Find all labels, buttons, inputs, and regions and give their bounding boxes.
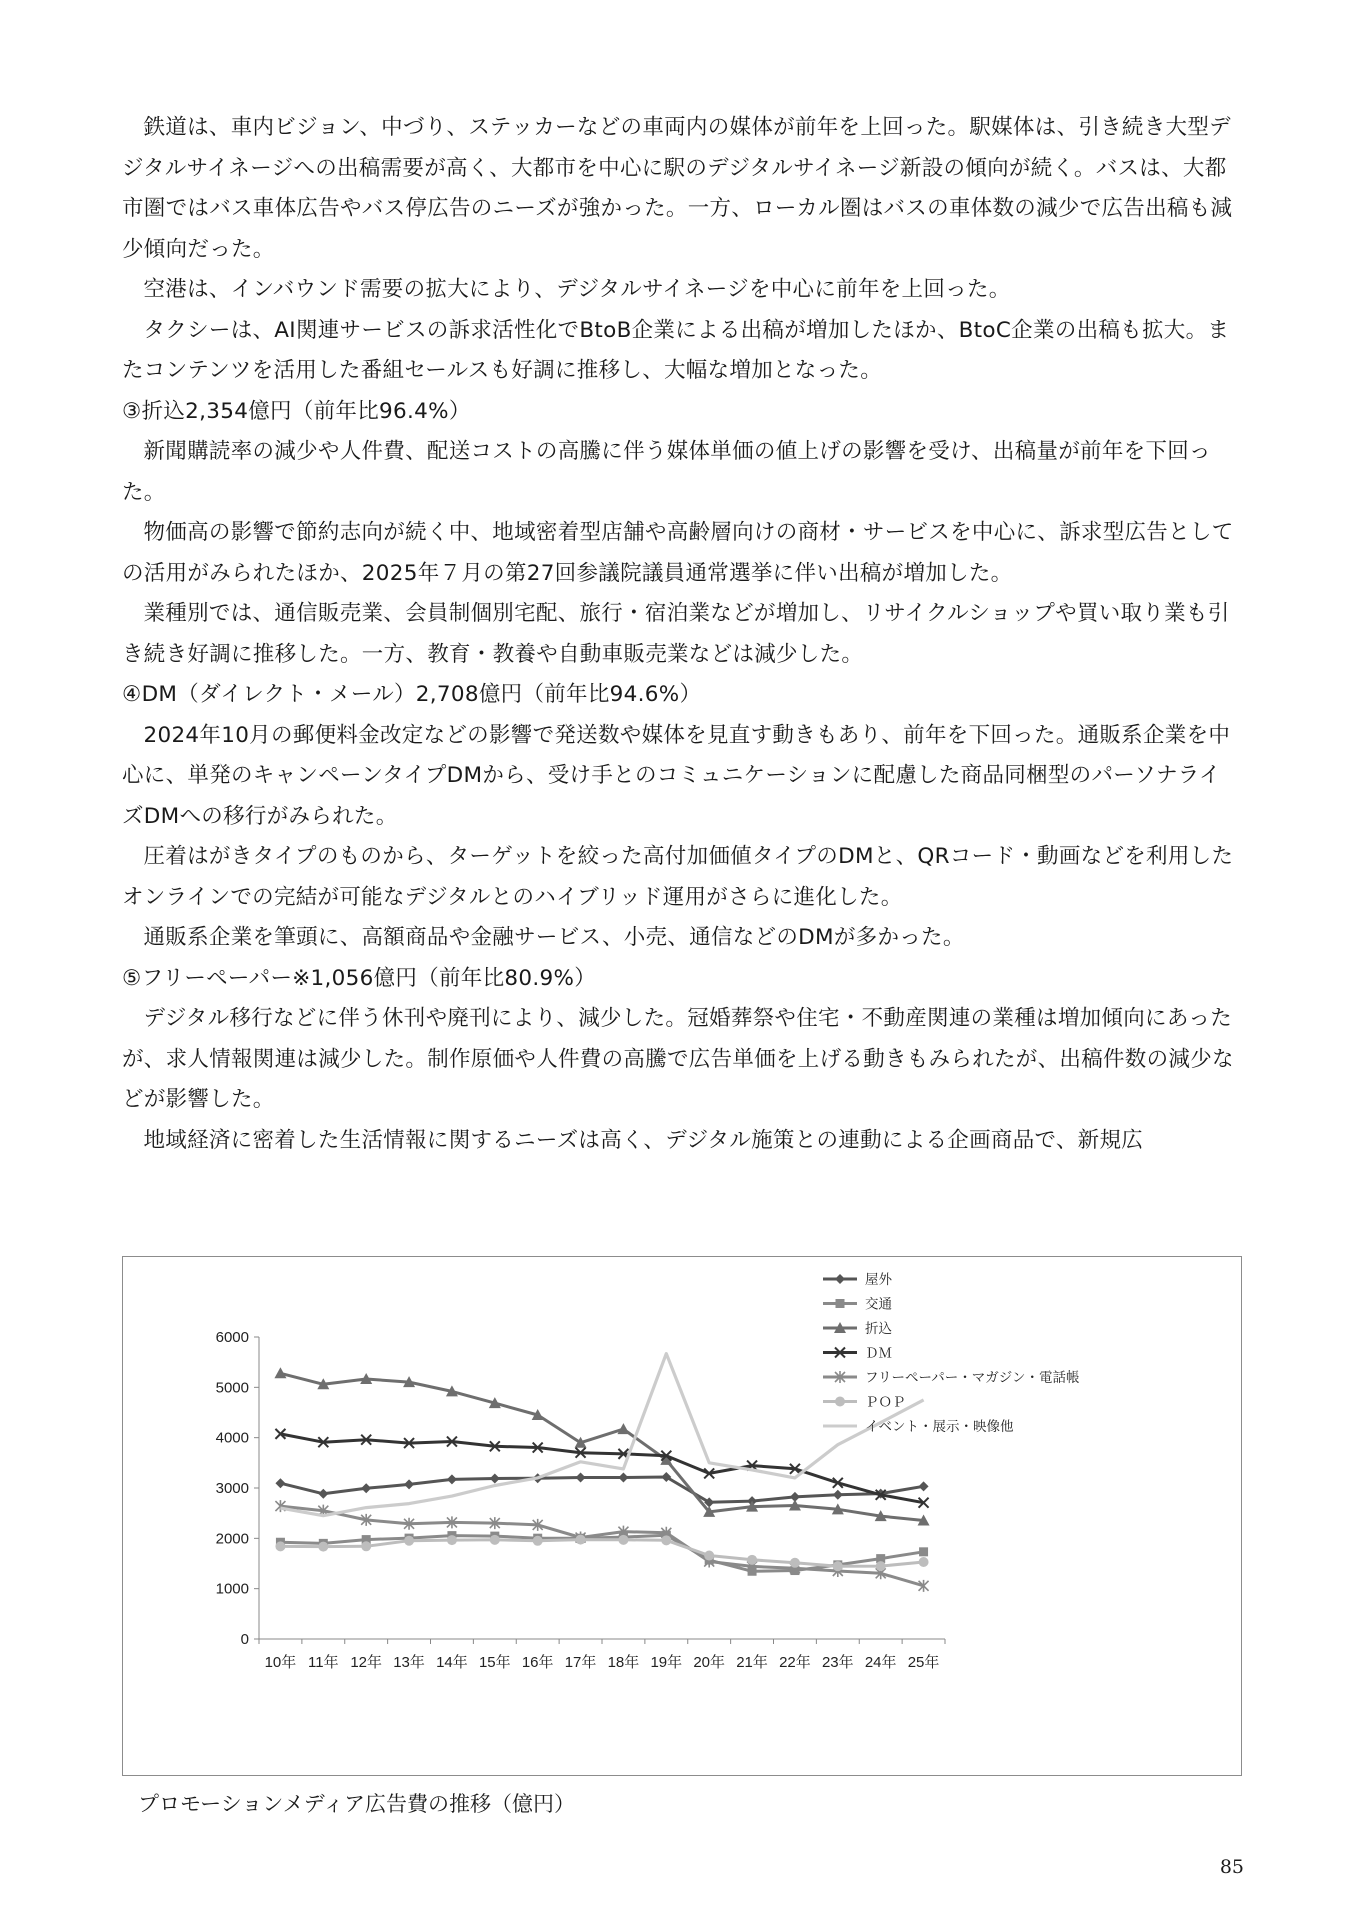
- data-point: [318, 1542, 328, 1552]
- x-tick-label: 23年: [821, 1654, 854, 1671]
- data-point: [576, 1535, 586, 1545]
- y-tick-label: 2000: [215, 1530, 249, 1548]
- data-point: [618, 1473, 628, 1483]
- x-tick-label: 24年: [864, 1654, 897, 1671]
- data-point: [661, 1535, 671, 1545]
- legend-marker: [836, 1299, 845, 1308]
- data-point: [919, 1547, 928, 1556]
- x-tick-label: 25年: [907, 1654, 940, 1671]
- y-tick-label: 5000: [215, 1379, 249, 1397]
- x-tick-label: 13年: [393, 1654, 425, 1671]
- series-line: [280, 1373, 923, 1520]
- x-tick-label: 10年: [264, 1654, 297, 1671]
- series-line: [280, 1540, 923, 1567]
- legend-marker: [835, 1397, 845, 1407]
- section-heading: ⑤フリーペーパー※1,056億円（前年比80.9%）: [122, 965, 597, 991]
- data-point: [318, 1489, 328, 1499]
- data-point: [404, 1479, 414, 1489]
- section-heading: ③折込2,354億円（前年比96.4%）: [122, 398, 471, 424]
- data-point: [617, 1423, 629, 1434]
- y-tick-label: 0: [240, 1631, 249, 1648]
- legend-label: ＤＭ: [865, 1345, 892, 1362]
- y-tick-label: 4000: [215, 1429, 249, 1447]
- line-chart: [122, 1256, 1242, 1776]
- chart-caption: プロモーションメディア広告費の推移（億円）: [138, 1792, 576, 1816]
- x-tick-label: 19年: [650, 1654, 683, 1671]
- body-paragraph: 鉄道は、車内ビジョン、中づり、ステッカーなどの車両内の媒体が前年を上回った。駅媒体は、引き続き大型デジタルサイネージへの出稿需要が高く、大都市を中心に駅のデジタルサイネージ新設の傾向が続く。バスは、大都市圏ではバス車体広告やバス停広告のニーズが強かった。一方、ローカル圏はバスの車体数の減少で広告出稿も減少傾向だった。: [122, 115, 1233, 262]
- data-point: [275, 1478, 285, 1488]
- x-tick-label: 22年: [779, 1654, 811, 1671]
- data-point: [833, 1561, 843, 1571]
- data-point: [747, 1555, 757, 1565]
- body-paragraph: 業種別では、通信販売業、会員制個別宅配、旅行・宿泊業などが増加し、リサイクルショップや買い取り業も引き続き好調に推移した。一方、教育・教養や自動車販売業などは減少した。: [122, 601, 1230, 667]
- data-point: [447, 1535, 457, 1545]
- x-tick-label: 21年: [736, 1654, 768, 1671]
- data-point: [790, 1558, 800, 1568]
- body-paragraph: 新聞購読率の減少や人件費、配送コストの高騰に伴う媒体単価の値上げの影響を受け、出稿量が前年を下回った。: [122, 439, 1211, 505]
- x-tick-label: 20年: [693, 1654, 726, 1671]
- body-paragraph: 地域経済に密着した生活情報に関するニーズは高く、デジタル施策との連動による企画商品で、新規広: [143, 1127, 1144, 1153]
- body-paragraph: 空港は、インバウンド需要の拡大により、デジタルサイネージを中心に前年を上回った。: [143, 277, 1011, 302]
- x-tick-label: 18年: [607, 1654, 640, 1671]
- x-tick-label: 14年: [436, 1654, 468, 1671]
- x-tick-label: 11年: [308, 1654, 339, 1671]
- data-point: [274, 1367, 286, 1378]
- data-point: [447, 1474, 457, 1484]
- data-point: [919, 1557, 929, 1567]
- section-heading: ④DM（ダイレクト・メール）2,708億円（前年比94.6%）: [122, 682, 702, 707]
- data-point: [404, 1536, 414, 1546]
- x-tick-label: 12年: [350, 1654, 383, 1671]
- body-paragraph: 通販系企業を筆頭に、高額商品や金融サービス、小売、通信などのDMが多かった。: [143, 925, 965, 950]
- body-paragraph: タクシーは、AI関連サービスの訴求活性化でBtoB企業による出稿が増加したほか、BtoC企業の出稿も拡大。またコンテンツを活用した番組セールスも好調に推移し、大幅な増加となった。: [122, 317, 1230, 383]
- data-point: [919, 1481, 929, 1491]
- data-point: [490, 1474, 500, 1484]
- data-point: [618, 1535, 628, 1545]
- legend-label: イベント・展示・映像他: [865, 1419, 1014, 1435]
- legend-marker: [835, 1274, 845, 1284]
- data-point: [490, 1535, 500, 1545]
- legend-label: 屋外: [865, 1272, 892, 1288]
- data-point: [876, 1561, 886, 1571]
- body-paragraph: 2024年10月の郵便料金改定などの影響で発送数や媒体を見直す動きもあり、前年を下回った。通販系企業を中心に、単発のキャンペーンタイプDMから、受け手とのコミュニケーションに配慮した商品同梱型のパーソナライズDMへの移行がみられた。: [122, 722, 1231, 829]
- page-number: 85: [1219, 1856, 1244, 1878]
- y-tick-label: 3000: [215, 1480, 249, 1497]
- legend-label: ＰＯＰ: [865, 1394, 906, 1411]
- data-point: [576, 1473, 586, 1483]
- series-line: [280, 1434, 923, 1503]
- body-paragraph: 圧着はがきタイプのものから、ターゲットを絞った高付加価値タイプのDMと、QRコード・動画などを利用したオンラインでの完結が可能なデジタルとのハイブリッド運用がさらに進化した。: [122, 844, 1234, 910]
- legend-label: 交通: [865, 1296, 892, 1313]
- data-point: [361, 1541, 371, 1551]
- chart-svg: [123, 1257, 1241, 1775]
- data-point: [704, 1551, 714, 1561]
- y-tick-label: 6000: [215, 1329, 249, 1346]
- data-point: [275, 1541, 285, 1551]
- data-point: [361, 1483, 371, 1493]
- data-point: [533, 1536, 543, 1546]
- legend-label: フリーペーパー・マガジン・電話帳: [865, 1370, 1080, 1386]
- body-paragraph: 物価高の影響で節約志向が続く中、地域密着型店舗や高齢層向けの商材・サービスを中心に、訴求型広告としての活用がみられたほか、2025年７月の第27回参議院議員通常選挙に伴い出稿が増加した。: [122, 520, 1234, 586]
- x-tick-label: 16年: [521, 1654, 554, 1671]
- legend-label: 折込: [865, 1321, 892, 1337]
- x-tick-label: 17年: [564, 1654, 597, 1671]
- x-tick-label: 15年: [478, 1654, 511, 1671]
- body-text: [122, 108, 1242, 1161]
- data-point: [833, 1490, 843, 1500]
- y-tick-label: 1000: [215, 1580, 249, 1598]
- body-paragraph: デジタル移行などに伴う休刊や廃刊により、減少した。冠婚葬祭や住宅・不動産関連の業種は増加傾向にあったが、求人情報関連は減少した。制作原価や人件費の高騰で広告単価を上げる動きもみられたが、出稿件数の減少などが影響した。: [122, 1006, 1234, 1112]
